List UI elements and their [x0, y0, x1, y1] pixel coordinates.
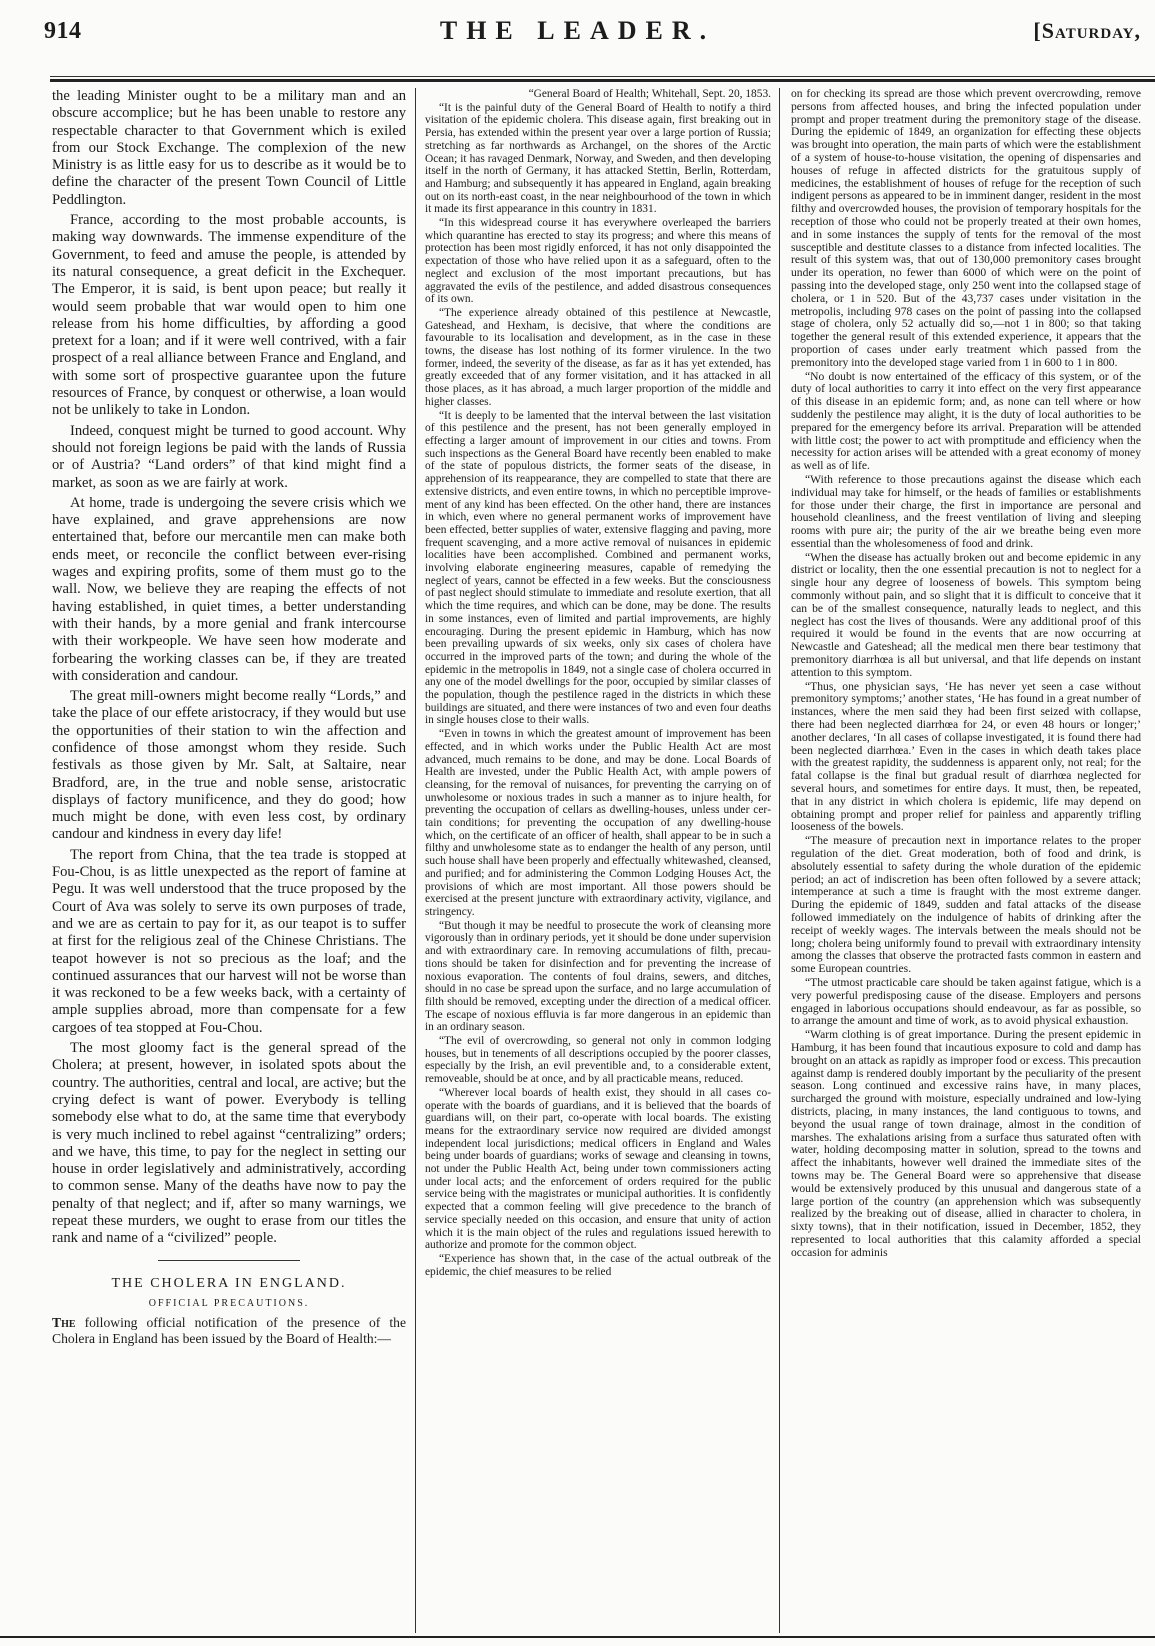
middle-column	[425, 88, 771, 1279]
article-paragraph: “When the disease has actually broken out and become epidemic in any district or locality, then the one essential precaution is not to neglect for a single hour any degree of looseness of bowels. This symptom being commonly without pain, and so slight that it is difficult to conceive that it can be of the smallest consequence, naturally leads to neglect, and this neglect has cost the lives of thousands. Were any additional proof of this required it would be found in the events that are now occurring at Newcastle and Gateshead; all the medical men there bear testimony that premonitory diarrhœa is all but universal, and that life depends on instant attention to this symptom.	[791, 550, 1141, 679]
section-intro	[52, 1315, 406, 1347]
article-paragraph: “It is deeply to be lamented that the interval between the last visitation of this pestilence and the present, has not been generally employed in effecting a larger amount of improvement in our cities and towns. From such inspections as the General Board have recently been enabled to make of the state of populous districts, the former seats of the disease, in apprehension of its reappearance, they are compelled to state that there are extensive districts, and even entire towns, in which no perceptible improvement of any kind has been effected. On the other hand, there are instances in which, even where no general permanent works of improvement have been effected, better supplies of water, extensive flagging and paving, more frequent scavenging, and a more active removal of nuisances in epidemic localities have been accomplished. Combined and permanent works, involving elaborate engineering measures, capable of remedying the neglect of years, cannot be effected in a few weeks. But the consciousness of past neglect should stimulate to immediate and resolute exertion, that all which the time requires, and which can be done, may be done. The results in some instances, even of limited and partial improvements, are highly encouraging. During the present epidemic in Hamburg, which has now been prevailing upwards of six weeks, only six cases of cholera have occurred in the improved parts of the town; and during the whole of the epidemic in the metropolis in 1849, not a single case of cholera occurred in any one of the model dwellings for the poor, occupied by similar classes of the population, though the pestilence raged in the districts in which these buildings are situated, and there were instances of two and even four deaths in single houses close to their walls.	[425, 409, 771, 727]
article-paragraph: “No doubt is now entertained of the efficacy of this system, or of the duty of local authorities to carry it into effect on the very first appearance of this disease in an epidemic form; and, as none can tell where or how suddenly the pestilence may alight, it is the duty of local authorities to be prepared for the emergency before its arrival. Preparation will be attended with little cost; the power to act with promptitude and efficiency when the necessity for action arises will be attended with a great economy of money as well as of life.	[791, 369, 1141, 473]
column-divider	[779, 88, 780, 1633]
article-paragraph: “Even in towns in which the greatest amount of improvement has been effected, and in which works under the Public Health Act are most advanced, much remains to be done, and may be done. Local Boards of Health are invested, under the Public Health Act, with ample powers of cleansing, for the removal of nuisances, for preventing the carrying on of unwholesome or noxious trades in such a manner as to injure health, for preventing the occupation of cellars as dwelling-houses, unless under certain conditions; for preventing the occupation of any dwelling-house which, on the certificate of an officer of health, shall appear to be in such a filthy and unwholesome state as to endanger the health of any person, until such house shall have been properly and effectually whitewashed, cleansed, and purified; and for administering the Common Lodging Houses Act, the provisions of which are most important. All those powers should be exercised at the present juncture with extraordinary activity, vigilance, and stringency.	[425, 728, 771, 918]
article-paragraph: “With reference to those precautions against the disease which each individual may take for himself, or the heads of families or establishments for those under their charge, the first in importance are personal and household cleanliness, and the freest ventilation of living and sleeping rooms with pure air; the purity of the air we breathe being even more essential than the wholesomeness of food and drink.	[791, 472, 1141, 550]
article-paragraph: on for checking its spread are those which prevent overcrowding, remove persons from affected houses, and bring the infected population under prompt and proper treatment during the premonitory stage of the disease. During the epidemic of 1849, an organization for effecting these objects was brought into operation, the main parts of which were the establishment of a system of house-to-house visitation, the opening of dispensaries and houses of refuge in affected districts for the gratuitous supply of medicines, the establishment of houses of refuge for the reception of such indigent persons as appeared to be in imminent danger, resident in the most filthy and overcrowded houses, the provision of temporary hospitals for the reception of those who could not be properly treated at their own homes, and in some instances the supply of tents for the removal of the most susceptible and destitute classes to a distance from infected localities. The result of this system was, that out of 130,000 premonitory cases brought under its operation, no fewer than 6000 of which were on the point of passing into the developed stage, only 250 went into the collapsed stage of cholera, or 1 in 520. But of the 43,737 cases under visitation in the metropolis, including 978 cases on the point of passing into the collapsed stage of cholera, only 52 actually did so,—not 1 in 800; so that taking together the general result of this extended experience, it appears that the proportion of cases under early treatment which passed from the premonitory into the developed stage varied from 1 in 600 to 1 in 800.	[791, 87, 1141, 369]
article-paragraph: “It is the painful duty of the General Board of Health to notify a third visitation of the epidemic cholera. This disease again, first breaking out in Persia, has extended within the present year over a large portion of Russia; stretching as far northwards as Archangel, on the shores of the Arctic Ocean; it has ravaged Denmark, Norway, and Sweden, and then developing itself in the north of Germany, it has attacked Stettin, Berlin, Rotterdam, and Hamburg; and subsequently it has appeared in England, again breaking out on its north-east coast, in the near neighbourhood of the town in which it made its first appearance in this country in 1831.	[425, 101, 771, 216]
article-paragraph: At home, trade is undergoing the severe crisis which we have explained, and grave apprehensions are now entertained that, before our mercantile men can make both ends meet, or reconcile the conflict between ever-rising wages and expiring profits, some of them must go to the wall. Now, we believe they are reaping the effects of not having established, in quiet times, a better understanding with their hands, by a more genial and frank intercourse with their workpeople. We have seen how moderate and forbearing the working classes can be, if they are treated with consideration and candour.	[52, 494, 406, 684]
article-paragraph: “In this widespread course it has everywhere overleaped the barriers which quarantine has erected to stay its progress; and where this means of protection has been most rigidly enforced, it has not only disappointed the expectation of those who have relied upon it as a safeguard, often to the neglect and exclusion of the most important precautions, but has aggravated the evils of the pestilence, and added disastrous consequences of its own.	[425, 217, 771, 306]
page-bottom-edge	[0, 1636, 1155, 1638]
article-paragraph: France, according to the most probable accounts, is making way downwards. The immense expenditure of the Government, to feed and amuse the people, is attended by its natural consequence, a great deficit in the Exchequer. The Emperor, it is said, is bent upon peace; but really it would seem probable that war would open to him one release from his home difficulties, by affording a good pretext for a loan; and if it were well contrived, with a fair prospect of a real alliance between France and England, and with some sort of prospective guarantee upon the future resources of France, by conquest or otherwise, a loan would not be unlikely to take in London.	[52, 212, 406, 419]
article-paragraph: Indeed, conquest might be turned to good account. Why should not foreign legions be paid with the lands of Russia or of Austria? “Land orders” of that kind might find a market, as soon as we are fairly at work.	[52, 422, 406, 491]
article-paragraph: “The evil of overcrowding, so general not only in common lodging houses, but in tenements of all descriptions occupied by the poorer classes, especially by the Irish, an evil preventible and, to a considerable extent, removeable, should be at once, and by all practicable means, reduced.	[425, 1035, 771, 1086]
article-paragraph: “Experience has shown that, in the case of the actual outbreak of the epidemic, the chief measures to be relied	[425, 1252, 771, 1278]
masthead	[0, 0, 1155, 70]
intro-text: following official notification of the presence of the Cholera in England has been issued by the Board of Health:—	[52, 1315, 406, 1347]
article-paragraph: The most gloomy fact is the general spread of the Cholera; at present, however, in isolated spots about the country. The authorities, central and local, are active; but the crying defect is want of power. Everybody is telling somebody else what to do, at the same time that everybody is very much inclined to rebel against “centralizing” orders; and we have, this time, to pay for the neglect in setting our house in order legislatively and administratively, according to common sense. Many of the deaths have now to pay the penalty of that neglect; and if, after so many warnings, we repeat these murders, we ought to erase from our titles the rank and name of a “civilized” people.	[52, 1040, 406, 1247]
article-paragraph: “But though it may be needful to prosecute the work of cleansing more vigorously than in ordinary periods, yet it should be done under supervision and with extraordinary care. In removing accumulations of filth, precautions should be taken for disinfection and for preventing the increase of noxious evaporation. The contents of foul drains, sewers, and ditches, should in no case be spread upon the surface, and no large accumulation of filth should be removed, excepting under the direction of a medical officer. The escape of noxious effluvia is far more dangerous in an epidemic than in an ordinary season.	[425, 919, 771, 1034]
article-paragraph: The report from China, that the tea trade is stopped at Fou-Chou, is as little unexpected as the report of famine at Pegu. It was well understood that the truce proposed by the Court of Ava was solely to serve its own purposes of trade, and we are as certain to pay for it, as our teapot is to suffer at first for the religious zeal of the Chinese Christians. The teapot however is not so precious as the loaf; and the continued assurances that our harvest will not be worse than it was reckoned to be a few weeks back, with a certainty of ample supplies abroad, more than compensate for a few cargoes of tea stopped at Fou-Chou.	[52, 846, 406, 1036]
article-paragraph: “Thus, one physician says, ‘He has never yet seen a case without premonitory symptoms;’ another states, ‘He has found in a great number of instances, where the men said they had been first seized with collapse, there had been neglected diarrhœa for 24, or even 48 hours or longer;’ another declares, ‘In all cases of collapse investigated, it is found there had been neglected diarrhœa.’ Even in the cases in which death takes place with the greatest rapidity, the suddenness is apparent only, not real; for the fatal collapse is the final but gradual result of diarrhœa neglected for several hours, and sometimes for entire days. It must, then, be repeated, that in any district in which cholera is epidemic, life may depend on obtaining prompt and proper relief for painless and apparently trifling looseness of the bowels.	[791, 679, 1141, 834]
article-paragraph: “Wherever local boards of health exist, they should in all cases co-operate with the boards of guardians, and it is believed that the boards of guardians will, on their part, co-operate with local boards. The existing means for the extraordinary service now required are divided amongst independent local jurisdictions; medical officers in England and Wales being under boards of guardians; works of sewage and cleansing in towns, not under the Public Health Act, being under town commissioners acting under local acts; and the enforcement of orders required for the public service being with the magistrates or municipal authorities. It is confidently expected that a common feeling will give precedence to the branch of service specially needed on this occasion, and ensure that unity of action which it is the main object of the rules and regulations issued herewith to authorize and promote for the common object.	[425, 1086, 771, 1252]
article-paragraph: The great mill-owners might become really “Lords,” and take the place of our effete aristocracy, if they would but use the opportunities of their station to win the affection and confidence of those amongst whom they reside. Such festivals as those given by Mr. Salt, at Saltaire, near Bradford, are, in the true and noble sense, aristocratic displays of factory munificence, and they do good; how much might be done, with even less cost, by ordinary candour and kindness in every day life!	[52, 688, 406, 843]
article-paragraph: the leading Minister ought to be a military man and an obscure accomplice; but he has been unable to restore any respectable character to that Government which is exiled from our Stock Exchange. The complexion of the new Ministry is as little easy for us to describe as it would be to define the character of the present Town Council of Little Peddlington.	[52, 88, 406, 208]
section-subtitle: OFFICIAL PRECAUTIONS.	[148, 1297, 310, 1309]
issue-day: [Saturday,	[1033, 18, 1141, 43]
article-paragraph: “The utmost practicable care should be taken against fatigue, which is a very powerful predisposing cause of the disease. Employers and persons engaged in laborious occupations should endeavour, as far as possible, so to arrange the amount and time of work, as to avoid physical exhaustion.	[791, 975, 1141, 1028]
intro-lead: The	[52, 1315, 76, 1331]
article-paragraph: “The measure of precaution next in importance relates to the proper regulation of the diet. Great moderation, both of food and drink, is absolutely essential to safety during the whole duration of the epidemic period; an act of indiscretion has been often followed by a severe attack; intemperance at such a time is fraught with the most extreme danger. During the epidemic of 1849, sudden and fatal attacks of the disease followed immediately on the indulgence of habits of drinking after the receipt of weekly wages. The intervals between the meals should not be long; cholera being uniformly found to prevail with extraordinary intensity among the classes that observe the protracted fasts common in eastern and some European countries.	[791, 834, 1141, 976]
left-column	[52, 88, 406, 1350]
article-paragraph: “Warm clothing is of great importance. During the present epidemic in Hamburg, it has been found that incautious exposure to cold and damp has brought on an attack as rapidly as improper food or excess. This precaution against damp is rendered doubly important by the peculiarity of the present season. Long continued and excessive rains have, in many places, surcharged the ground with moisture, especially undrained and low-lying districts, placing, in many instances, the land contiguous to towns, and beyond the usual range of town drainage, almost in the condition of marshes. The exhalations arising from a surface thus saturated often with water, holding decomposing matter in solution, spread to the towns and affect the inhabitants, however well drained the immediate sites of the towns may be. The General Board were so apprehensive that disease would be extensively produced by this unusual and dangerous state of a large portion of the country (an apprehension which was subsequently realized by the breaking out of disease, allied in character to cholera, in sixty towns), that in their notification, issued in December, 1852, they represented to local authorities that this calamity afforded a special occasion for adminis	[791, 1028, 1141, 1259]
page-number: 914	[44, 18, 82, 44]
dateline: “General Board of Health; Whitehall, Sept. 20, 1853.	[528, 88, 771, 100]
article-paragraph: “The experience already obtained of this pestilence at Newcastle, Gateshead, and Hexham, is decisive, that where the conditions are favourable to its localisation and development, as in the case in these towns, the disease has lost nothing of its former virulence. In the two former, indeed, the severity of the disease, as far as it has yet extended, has greatly exceeded that of any former visitation, and it has attacked in all those places, as it has abroad, a much larger proportion of the middle and higher classes.	[425, 306, 771, 408]
section-title: THE CHOLERA IN ENGLAND.	[111, 1275, 347, 1291]
column-divider	[415, 88, 416, 1633]
newspaper-title: THE LEADER.	[439, 16, 716, 45]
masthead-rule	[50, 76, 1155, 82]
section-divider	[158, 1260, 300, 1261]
right-column	[791, 88, 1141, 1261]
